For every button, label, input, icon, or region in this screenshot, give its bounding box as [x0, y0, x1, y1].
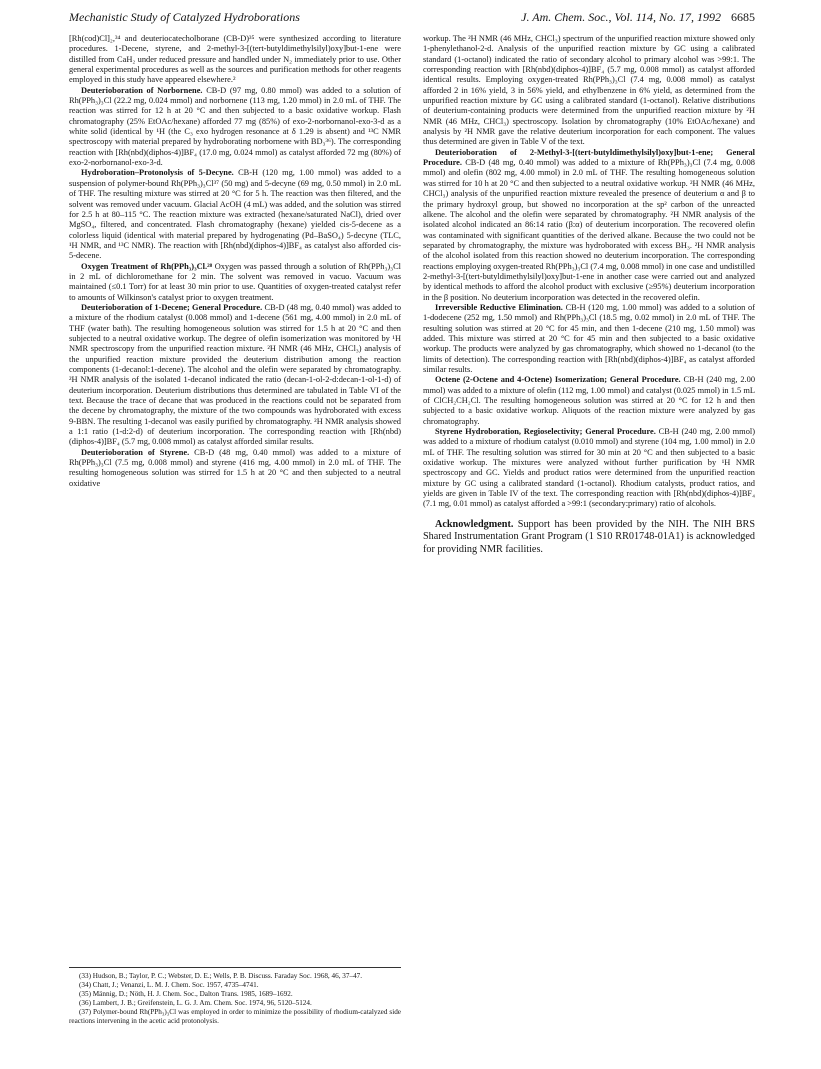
section-heading: Styrene Hydroboration, Regioselectivity; General Procedure. — [435, 427, 656, 437]
section-heading: Deuterioboration of 2-Methyl-3-[(tert-butyldimethylsilyl)oxy]but-1-ene; General Procedure. — [423, 147, 755, 168]
paragraph — [423, 34, 755, 148]
acknowledgment-text: Support has been provided by the NIH. The NIH BRS Shared Instrumentation Grant Program (1 S10 RR01748-01A1) is acknowledged for providing NMR facilities. — [423, 518, 756, 555]
footnote: (33) Hudson, B.; Taylor, P. C.; Webster, D. E.; Wells, P. B. Discuss. Faraday Soc. 1968, 46, 37–47. — [79, 972, 363, 980]
paragraph — [423, 375, 755, 427]
paragraph-text: CB-H (240 mg, 2.00 mmol) was added to a mixture of olefin (112 mg, 1.00 mmol) and catalyst (0.025 mmol) in 1.5 mL of ClCH₂CH₂Cl. The resulting homogeneous solution was stirred at 20 °C for 12 h and then subjected to a basic oxidative workup. Aliquots of the reaction mixture were analyzed by gas chromatography. — [423, 375, 756, 426]
section-heading: Octene (2-Octene and 4-Octene) Isomerization; General Procedure. — [435, 375, 681, 385]
right-column — [423, 34, 755, 557]
section-heading: Deuterioboration of 1-Decene; General Procedure. — [81, 302, 263, 312]
footnote: (35) Männig, D.; Nöth, H. J. Chem. Soc., Dalton Trans. 1985, 1689–1692. — [79, 989, 293, 998]
left-column — [69, 34, 401, 489]
section-heading: Hydroboration–Protonolysis of 5-Decyne. — [81, 168, 234, 178]
paragraph-text: CB-H (240 mg, 2.00 mmol) was added to a mixture of rhodium catalyst (0.010 mmol) and styrene (104 mg, 1.00 mmol) in 2.0 mL of THF. The resulting solution was stirred for 30 min at 20 °C and then subjected to a basic oxidative workup. The mixtures were analyzed without further purification by ¹H NMR spectroscopy and GC. Yields and product ratios were determined from the unpurified reaction mixture by GC using a calibrated standard (1-octanol). Rhodium catalysts, product ratios, and yields are given in Table IV of the text. The corresponding reaction with [Rh(nbd)(diphos-4)]BF₄ (7.1 mg, 0.01 mmol) as catalyst afforded a >99:1 (secondary:primary) ratio of alcohols. — [423, 427, 755, 509]
section-heading: Oxygen Treatment of Rh(PPh₃)₃Cl.²⁸ — [81, 261, 213, 271]
paragraph-text: [Rh(cod)Cl]₂,³⁴ and deuteriocatecholborane (CB-D)³⁵ were synthesized according to literature procedures. 1-Decene, styrene, and 2-methyl-3-[(tert-butyldimethylsilyl)oxy]but-1-ene were distilled from CaH₂ under reduced pressure and handled under N₂ immediately prior to use. Other general experimental procedures as well as the sources and purification methods for other reagents employed in this study have appeared elsewhere.² — [69, 34, 401, 85]
paragraph-text: workup. The ²H NMR (46 MHz, CHCl₃) spectrum of the unpurified reaction mixture showed only 1-phenylethanol-2-d. Analysis of the unpurified reaction mixture by GC using a calibrated standard (1-octanol) indicated the ratio of secondary alcohol to primary alcohol was >99:1. The corresponding reaction with [Rh(nbd)(diphos-4)]BF₄ (5.7 mg, 0.008 mmol) as catalyst afforded identical results. Employing oxygen-treated Rh(PPh₃)₃Cl (7.4 mg, 0.008 mmol) as catalyst afforded 2 in 16% yield, 3 in 56% yield, and ethylbenzene in 6% yield, as determined from the unpurified reaction mixture by GC using a calibrated standard (1-octanol). Relative distributions of deuterium-containing products were determined from the unpurified reaction mixture by ²H NMR (46 MHz, CHCl₃) spectroscopy. Isolation by chromatography (10% EtOAc/hexane) and analysis by ²H NMR gave the relative deuterium incorporation for each component. The values thus determined are given in Table V of the text. — [423, 34, 755, 147]
paragraph-text: CB-D (48 mg, 0.40 mmol) was added to a mixture of the rhodium catalyst (0.008 mmol) and 1-decene (561 mg, 4.00 mmol) in 2.0 mL of THF (water bath). The resulting homogeneous solution was stirred for 1.5 h at 20 °C and then subjected to a neutral oxidative workup. The degree of olefin isomerization was monitored by ¹H NMR spectroscopy from the unpurified reaction mixture. ²H NMR (46 MHz, CHCl₃) analysis of the unpurified reaction mixture provided the deuterium distribution among the reaction components (1-decanol:1-decene). The alcohol and the olefin were separated by chromatography. ²H NMR analysis of the isolated 1-decanol indicated the ratio (decan-1-ol-2-d:decan-1-ol-1-d) of deuterium incorporation. Deuterium distributions thus determined are tabulated in Table VI of the text. Because the trace of decane that was produced in the reactions could not be separated from the decene by chromatography, the mixture of the two compounds was hydroborated with excess 9-BBN. The resulting 1-decanol was easily purified by chromatography. ²H NMR analysis showed a 1:1 ratio (1-d:2-d) of deuterium incorporation. The corresponding reaction with [Rh(nbd)(diphos-4)]BF₄ (5.7 mg, 0.008 mmol) as catalyst afforded similar results. — [69, 302, 402, 447]
paragraph-text: CB-D (48 mg, 0.40 mmol) was added to a mixture of Rh(PPh₃)₃Cl (7.4 mg, 0.008 mmol) and olefin (802 mg, 4.00 mmol) in 2.0 mL of THF. The resulting homogeneous solution was stirred for 10 h at 20 °C and then subjected to a neutral oxidative workup. ²H NMR (46 MHz, CHCl₃) analysis of the unpurified reaction mixture revealed the presence of deuterium α and β to the primary hydroxyl group, but showed no incorporation at the sp² carbon of the unreacted alkene. The alcohol and the olefin were separated by chromatography. ²H NMR analysis of the isolated alcohol indicated an 86:14 ratio (β:α) of deuterium incorporation. The recovered olefin was contaminated with significant quantities of the derived alkane. Because the two could not be separated by chromatography, the mixture was hydroborated with excess BH₃. ²H NMR analysis of the alcohol isolated from this reaction showed no deuterium incorporation. The corresponding reactions employing oxygen-treated Rh(PPh₃)₃Cl (7.4 mg, 0.008 mmol) in one case and undistilled 2-methyl-3-[(tert-butyldimethylsilyl)oxy]but-1-ene in another case were carried out and analyzed by identical methods to afford the alcohol product with exclusive (≥95%) deuterium incorporation in the β position. No deuterium incorporation was detected in the recovered olefin. — [423, 158, 755, 302]
page-header — [69, 10, 755, 28]
paragraph — [69, 448, 401, 489]
acknowledgment-heading: Acknowledgment. — [435, 518, 514, 530]
paragraph — [69, 34, 401, 86]
footnote: (34) Chatt, J.; Venanzi, L. M. J. Chem. Soc. 1957, 4735–4741. — [79, 980, 259, 989]
paragraph — [69, 168, 401, 261]
journal-citation — [521, 10, 755, 25]
paragraph-text: CB-D (97 mg, 0.80 mmol) was added to a solution of Rh(PPh₃)₃Cl (22.2 mg, 0.024 mmol) and norbornene (113 mg, 1.20 mmol) in 2.0 mL of THF. The reaction was stirred for 12 h at 20 °C and then subjected to a basic oxidative workup. Flash chromatography (25% EtOAc/hexane) afforded 77 mg (85%) of exo-2-norbornanol-exo-3-d as a white solid (identical by ¹H (the C₃ exo hydrogen resonance at δ 1.29 is absent) and ¹³C NMR spectroscopy with material prepared by hydroborating norbornene with BD₃³⁶). The corresponding reaction with [Rh(nbd)(diphos-4)]BF₄ (17.0 mg, 0.024 mmol) as catalyst afforded 72 mg (80%) of exo-2-norbornanol-exo-3-d. — [69, 85, 401, 168]
footnote: (36) Lambert, J. B.; Greifenstein, L. G. J. Am. Chem. Soc. 1974, 96, 5120–5124. — [79, 998, 312, 1007]
paragraph-text: CB-D (48 mg, 0.40 mmol) was added to a mixture of Rh(PPh₃)₃Cl (7.5 mg, 0.008 mmol) and styrene (416 mg, 4.00 mmol) in 2.0 mL of THF. The resulting homogeneous solution was stirred for 1.5 h at 20 °C and then subjected to a neutral oxidative — [69, 447, 402, 488]
paragraph — [69, 262, 401, 303]
paragraph — [423, 427, 755, 510]
journal-info: J. Am. Chem. Soc., Vol. 114, No. 17, 1992 — [521, 10, 721, 24]
section-heading: Irreversible Reductive Elimination. — [435, 302, 563, 312]
paragraph-text: CB-H (120 mg, 1.00 mmol) was added to a solution of 1-dodecene (252 mg, 1.50 mmol) and Rh(PPh₃)₃Cl (18.5 mg, 0.02 mmol) in 2.0 mL of THF. The resulting solution was stirred at 20 °C for 45 min, and then 1-decene (210 mg, 1.50 mmol) was added. This mixture was stirred at 20 °C for 45 min and then subjected to a basic oxidative workup. The products were analyzed by gas chromatography, which showed no 1-decanol (to the limits of detection). The corresponding reaction with [Rh(nbd)(diphos-4)]BF₄ as catalyst afforded similar results. — [423, 302, 756, 374]
paragraph — [69, 86, 401, 169]
acknowledgment — [423, 519, 755, 557]
section-heading: Deuterioboration of Norbornene. — [81, 85, 203, 95]
paragraph — [69, 303, 401, 448]
footnote: (37) Polymer-bound Rh(PPh₃)₃Cl was employed in order to minimize the possibility of rhodium-catalyzed side reactions intervening in the acetic acid protonolysis. — [69, 1007, 401, 1025]
running-title: Mechanistic Study of Catalyzed Hydroborations — [69, 10, 300, 24]
paragraph — [423, 303, 755, 375]
paragraph-text: CB-H (120 mg, 1.00 mmol) was added to a suspension of polymer-bound Rh(PPh₃)₃Cl³⁷ (50 mg) and 5-decyne (69 mg, 0.50 mmol) in 2.0 mL of THF. The resulting mixture was stirred at 20 °C for 5 h. The reaction was then filtered, and the solvent was removed under vacuum. Glacial AcOH (4 mL) was added, and the solution was stirred for 2.5 h at 80–115 °C. The reaction mixture was extracted (hexane/saturated NaCl), dried over MgSO₄, filtered, and concentrated. Flash chromatography (hexane) yielded cis-5-decene as a colorless liquid (identical with material prepared by hydrogenating (Pd–BaSO₄) 5-decyne (TLC, ¹H NMR, and ¹³C NMR). The reaction with [Rh(nbd)(diphos-4)]BF₄ as catalyst also afforded cis-5-decene. — [69, 168, 401, 261]
footnotes — [69, 967, 401, 1025]
page-number: 6685 — [731, 10, 755, 24]
paragraph-text: Oxygen was passed through a solution of Rh(PPh₃)₃Cl in 2 mL of dichloromethane for 2 min. The solvent was removed in vacuo. Vacuum was maintained (≤0.1 Torr) for at least 30 min prior to use. Quantities of oxygen-treated catalyst refer to amounts of Wilkinson's catalyst prior to oxygen treatment. — [69, 261, 402, 302]
section-heading: Deuterioboration of Styrene. — [81, 447, 190, 457]
paragraph — [423, 148, 755, 303]
